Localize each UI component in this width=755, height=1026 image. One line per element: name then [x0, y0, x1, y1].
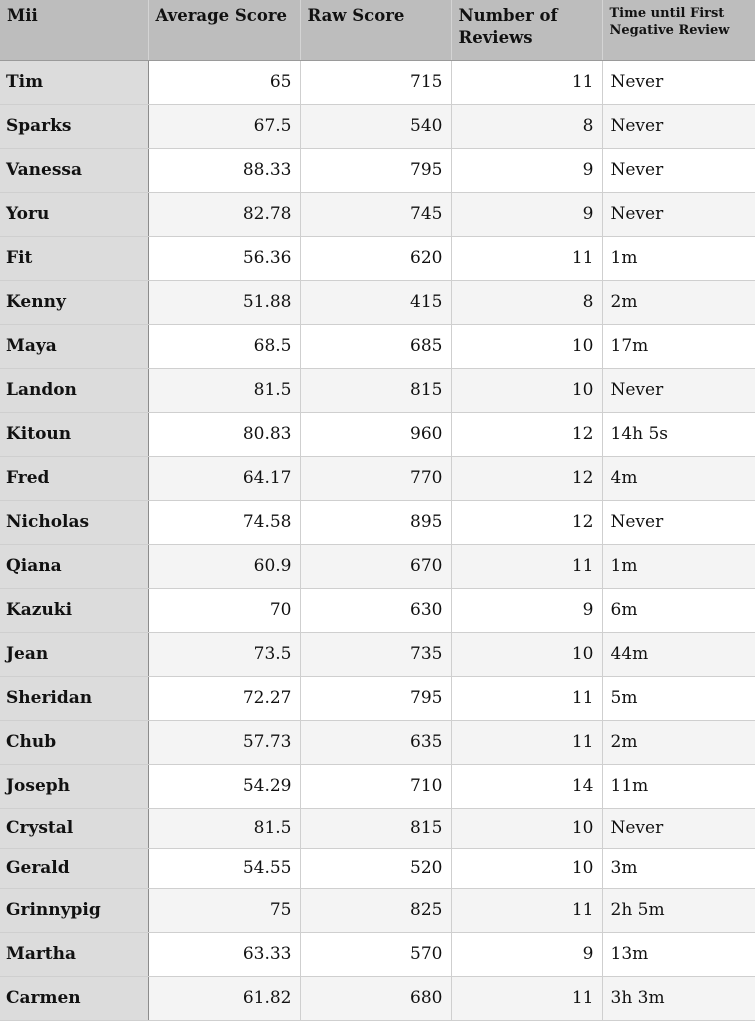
header-average-score[interactable]: Average Score [148, 0, 300, 60]
table-row [0, 148, 755, 192]
cell-raw-score: 670 [300, 544, 451, 588]
cell-number-of-reviews: 10 [451, 808, 602, 848]
cell-time-until-first-negative-review: 44m [602, 632, 755, 676]
cell-number-of-reviews: 8 [451, 104, 602, 148]
table-row [0, 808, 755, 848]
cell-time-until-first-negative-review: 2m [602, 280, 755, 324]
cell-number-of-reviews: 12 [451, 500, 602, 544]
cell-average-score: 51.88 [148, 280, 300, 324]
cell-average-score: 63.33 [148, 932, 300, 976]
cell-average-score: 54.29 [148, 764, 300, 808]
cell-average-score: 68.5 [148, 324, 300, 368]
cell-average-score: 60.9 [148, 544, 300, 588]
cell-time-until-first-negative-review: 2h 5m [602, 888, 755, 932]
cell-average-score: 75 [148, 888, 300, 932]
cell-mii: Yoru [0, 192, 148, 236]
cell-time-until-first-negative-review: Never [602, 500, 755, 544]
cell-raw-score: 415 [300, 280, 451, 324]
cell-time-until-first-negative-review: 5m [602, 676, 755, 720]
cell-time-until-first-negative-review: 1m [602, 236, 755, 280]
table-row [0, 544, 755, 588]
cell-average-score: 81.5 [148, 368, 300, 412]
cell-mii: Tim [0, 60, 148, 104]
table-header [0, 0, 755, 60]
cell-time-until-first-negative-review: 6m [602, 588, 755, 632]
cell-mii: Landon [0, 368, 148, 412]
header-number-of-reviews[interactable]: Number of Reviews [451, 0, 602, 60]
cell-raw-score: 570 [300, 932, 451, 976]
cell-number-of-reviews: 11 [451, 888, 602, 932]
cell-raw-score: 795 [300, 676, 451, 720]
cell-raw-score: 630 [300, 588, 451, 632]
table-row [0, 236, 755, 280]
cell-raw-score: 540 [300, 104, 451, 148]
cell-time-until-first-negative-review: 4m [602, 456, 755, 500]
cell-raw-score: 710 [300, 764, 451, 808]
header-time-until-first-negative-review[interactable]: Time until First Negative Review [602, 0, 755, 60]
header-row [0, 0, 755, 60]
cell-average-score: 67.5 [148, 104, 300, 148]
cell-mii: Crystal [0, 808, 148, 848]
cell-number-of-reviews: 11 [451, 60, 602, 104]
cell-time-until-first-negative-review: 2m [602, 720, 755, 764]
cell-raw-score: 895 [300, 500, 451, 544]
cell-mii: Gerald [0, 848, 148, 888]
cell-mii: Fit [0, 236, 148, 280]
cell-number-of-reviews: 10 [451, 632, 602, 676]
cell-time-until-first-negative-review: Never [602, 192, 755, 236]
cell-number-of-reviews: 10 [451, 324, 602, 368]
cell-raw-score: 795 [300, 148, 451, 192]
cell-mii: Maya [0, 324, 148, 368]
cell-raw-score: 825 [300, 888, 451, 932]
table-row [0, 412, 755, 456]
cell-average-score: 70 [148, 588, 300, 632]
cell-raw-score: 745 [300, 192, 451, 236]
table-row [0, 676, 755, 720]
cell-average-score: 72.27 [148, 676, 300, 720]
cell-average-score: 80.83 [148, 412, 300, 456]
cell-average-score: 73.5 [148, 632, 300, 676]
table-row [0, 976, 755, 1020]
cell-number-of-reviews: 11 [451, 720, 602, 764]
cell-number-of-reviews: 9 [451, 192, 602, 236]
table-row [0, 104, 755, 148]
cell-raw-score: 815 [300, 368, 451, 412]
cell-average-score: 81.5 [148, 808, 300, 848]
table-row [0, 888, 755, 932]
cell-time-until-first-negative-review: Never [602, 808, 755, 848]
cell-average-score: 88.33 [148, 148, 300, 192]
cell-average-score: 65 [148, 60, 300, 104]
cell-mii: Kazuki [0, 588, 148, 632]
cell-number-of-reviews: 10 [451, 368, 602, 412]
cell-number-of-reviews: 9 [451, 148, 602, 192]
cell-time-until-first-negative-review: Never [602, 104, 755, 148]
cell-time-until-first-negative-review: 3h 3m [602, 976, 755, 1020]
table-row [0, 720, 755, 764]
cell-number-of-reviews: 9 [451, 932, 602, 976]
cell-raw-score: 815 [300, 808, 451, 848]
cell-mii: Joseph [0, 764, 148, 808]
cell-average-score: 74.58 [148, 500, 300, 544]
table-row [0, 848, 755, 888]
cell-mii: Sparks [0, 104, 148, 148]
table-row [0, 60, 755, 104]
cell-average-score: 54.55 [148, 848, 300, 888]
cell-time-until-first-negative-review: 11m [602, 764, 755, 808]
cell-mii: Chub [0, 720, 148, 764]
cell-number-of-reviews: 9 [451, 588, 602, 632]
cell-mii: Grinnypig [0, 888, 148, 932]
cell-number-of-reviews: 11 [451, 976, 602, 1020]
cell-mii: Martha [0, 932, 148, 976]
cell-time-until-first-negative-review: 13m [602, 932, 755, 976]
cell-raw-score: 770 [300, 456, 451, 500]
cell-raw-score: 685 [300, 324, 451, 368]
cell-time-until-first-negative-review: Never [602, 368, 755, 412]
table-row [0, 632, 755, 676]
cell-mii: Vanessa [0, 148, 148, 192]
cell-mii: Kenny [0, 280, 148, 324]
cell-raw-score: 520 [300, 848, 451, 888]
cell-time-until-first-negative-review: Never [602, 60, 755, 104]
cell-time-until-first-negative-review: 1m [602, 544, 755, 588]
table-row [0, 280, 755, 324]
cell-mii: Sheridan [0, 676, 148, 720]
table-row [0, 500, 755, 544]
cell-mii: Kitoun [0, 412, 148, 456]
cell-time-until-first-negative-review: Never [602, 148, 755, 192]
table-row [0, 588, 755, 632]
table-row [0, 192, 755, 236]
cell-raw-score: 735 [300, 632, 451, 676]
cell-number-of-reviews: 8 [451, 280, 602, 324]
cell-mii: Carmen [0, 976, 148, 1020]
header-raw-score[interactable]: Raw Score [300, 0, 451, 60]
cell-number-of-reviews: 12 [451, 412, 602, 456]
cell-mii: Qiana [0, 544, 148, 588]
cell-raw-score: 620 [300, 236, 451, 280]
cell-number-of-reviews: 10 [451, 848, 602, 888]
cell-mii: Nicholas [0, 500, 148, 544]
table-row [0, 932, 755, 976]
cell-time-until-first-negative-review: 14h 5s [602, 412, 755, 456]
table-row [0, 324, 755, 368]
table-row [0, 764, 755, 808]
cell-raw-score: 715 [300, 60, 451, 104]
cell-raw-score: 960 [300, 412, 451, 456]
cell-number-of-reviews: 14 [451, 764, 602, 808]
cell-time-until-first-negative-review: 17m [602, 324, 755, 368]
table-row [0, 368, 755, 412]
table-row [0, 456, 755, 500]
cell-mii: Fred [0, 456, 148, 500]
cell-mii: Jean [0, 632, 148, 676]
cell-time-until-first-negative-review: 3m [602, 848, 755, 888]
cell-average-score: 56.36 [148, 236, 300, 280]
cell-raw-score: 680 [300, 976, 451, 1020]
cell-average-score: 61.82 [148, 976, 300, 1020]
cell-average-score: 57.73 [148, 720, 300, 764]
cell-average-score: 82.78 [148, 192, 300, 236]
cell-number-of-reviews: 11 [451, 544, 602, 588]
header-mii[interactable]: Mii [0, 0, 148, 60]
cell-number-of-reviews: 11 [451, 676, 602, 720]
cell-number-of-reviews: 11 [451, 236, 602, 280]
cell-average-score: 64.17 [148, 456, 300, 500]
table-body [0, 60, 755, 1020]
cell-number-of-reviews: 12 [451, 456, 602, 500]
cell-raw-score: 635 [300, 720, 451, 764]
